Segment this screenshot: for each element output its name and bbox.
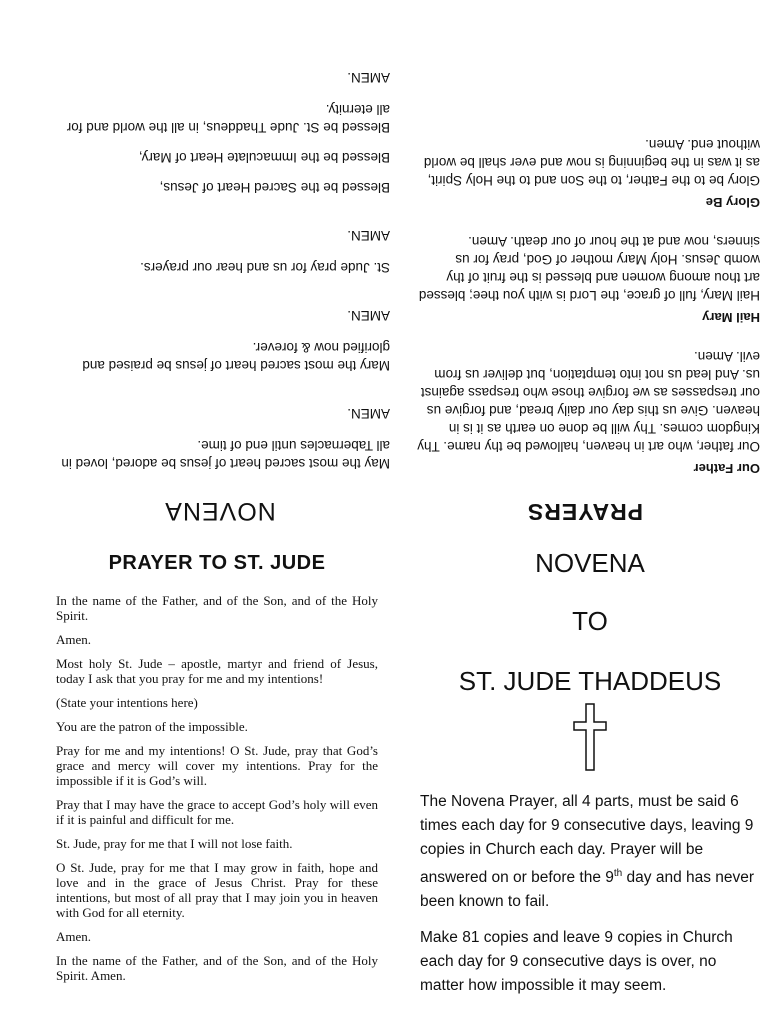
prayer-paragraph: (State your intentions here) bbox=[56, 695, 198, 710]
instructions-text: day and has never been known to fail. bbox=[420, 869, 755, 911]
prayer-paragraph: Pray for me and my intentions! O St. Jude, pray that God’s grace and mercy will cover my intentions. Pray for the impossible if it is God’s will. bbox=[56, 743, 378, 788]
novena-line: Blessed be St. Jude Thaddeus, in all the world and for all eternity. bbox=[66, 102, 390, 135]
instructions-paragraph-1 bbox=[420, 790, 760, 914]
novena-line: AMEN. bbox=[347, 70, 390, 85]
novena-line: AMEN. bbox=[347, 308, 390, 323]
our-father-title: Our Father bbox=[693, 461, 760, 476]
instructions bbox=[420, 790, 760, 998]
prayer-paragraph: O St. Jude, pray for me that I may grow in faith, hope and love and in the grace of Jesus Christ. Pray for these intentions, but most of all pray that I may join you in heaven with God for all eternity. bbox=[56, 860, 378, 920]
hail-mary-title: Hail Mary bbox=[702, 310, 760, 325]
title-panel bbox=[420, 548, 760, 1020]
novena-line: Blessed be the Sacred Heart of Jesus, bbox=[159, 180, 390, 195]
novena-panel bbox=[50, 20, 390, 525]
novena-heading: NOVENA bbox=[164, 497, 276, 525]
prayer-paragraph: Most holy St. Jude – apostle, martyr and friend of Jesus, today I ask that you pray for me and my intentions! bbox=[56, 656, 378, 686]
prayer-paragraph: In the name of the Father, and of the Son, and of the Holy Spirit. Amen. bbox=[56, 953, 378, 983]
novena-line: Mary the most sacred heart of jesus be praised and glorified now & forever. bbox=[82, 340, 390, 373]
cross-icon bbox=[572, 702, 608, 772]
cross-icon bbox=[420, 702, 760, 772]
prayer-paragraph: St. Jude, pray for me that I will not lose faith. bbox=[56, 836, 293, 851]
instructions-text: The Novena Prayer, all 4 parts, must be said 6 times each day for 9 consecutive days, leaving 9 copies in Church each day. Prayer will be answered on or before the 9 bbox=[420, 793, 754, 887]
prayer-title: PRAYER TO ST. JUDE bbox=[108, 552, 326, 574]
prayer-paragraph: Amen. bbox=[56, 632, 92, 647]
title-st-jude-thaddeus: ST. JUDE THADDEUS bbox=[458, 666, 722, 696]
title-to: TO bbox=[572, 606, 608, 636]
novena-line: AMEN. bbox=[347, 228, 390, 243]
novena-line: St. Jude pray for us and hear our prayers. bbox=[140, 260, 390, 275]
prayer-paragraph: Pray that I may have the grace to accept God’s holy will even if it is painful and difficult for me. bbox=[56, 797, 378, 827]
glory-be-text: Glory be to the Father, to the Son and to the Holy Spirit, as it was in the beginning is now and ever shall be world without end. Amen. bbox=[423, 137, 760, 188]
prayer-paragraph: You are the patron of the impossible. bbox=[56, 719, 248, 734]
prayers-heading: PRAYERS bbox=[526, 499, 644, 525]
glory-be-title: Glory Be bbox=[705, 195, 760, 210]
novena-line: Blessed be the Immaculate Heart of Mary, bbox=[138, 150, 390, 165]
prayer-paragraph: Amen. bbox=[56, 929, 92, 944]
our-father-text: Our father, who art in heaven, hallowed be thy name. Thy Kingdom comes. Thy will be done on earth as it is in heaven. Give us this day our daily bread, and forgive us our trespasses as we forgive those who trespass against us. And lead us not into temptation, but deliver us from evil. Amen. bbox=[417, 349, 760, 454]
prayers-panel bbox=[410, 20, 760, 525]
ordinal-suffix: th bbox=[613, 868, 623, 879]
novena-line: AMEN. bbox=[347, 406, 390, 421]
instructions-paragraph-2: Make 81 copies and leave 9 copies in Church each day for 9 consecutive days is over, no matter how impossible it may seem. bbox=[420, 929, 733, 995]
novena-line: May the most sacred heart of jesus be adored, loved in all Tabernacles until end of time. bbox=[61, 438, 390, 471]
prayer-paragraph: In the name of the Father, and of the Son, and of the Holy Spirit. bbox=[56, 593, 378, 623]
hail-mary-text: Hail Mary, full of grace, the Lord is with you thee; blessed art thou among women and blessed is the fruit of thy womb Jesus. Holy Mary mother of God, pray for us sinners, now and at the hour of our death. Amen. bbox=[418, 234, 760, 303]
title-novena: NOVENA bbox=[535, 548, 645, 578]
prayer-to-st-jude-panel bbox=[56, 552, 378, 1020]
